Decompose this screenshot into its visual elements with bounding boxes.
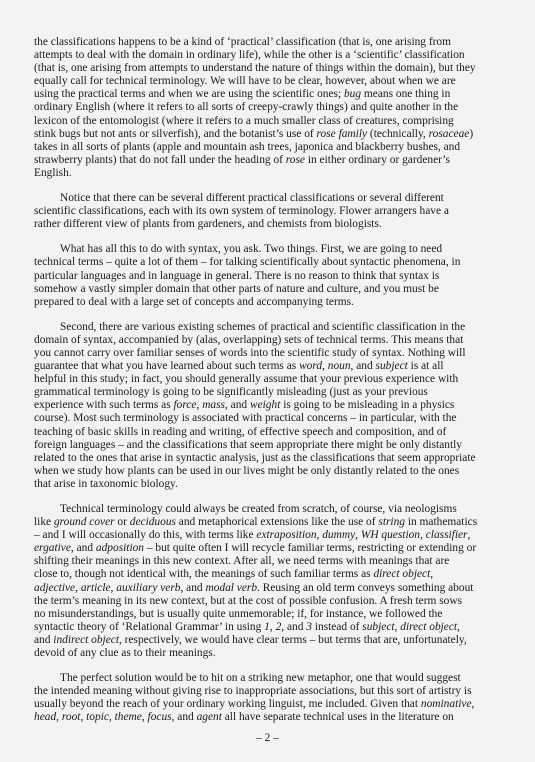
text-line: helpful in this study; in fact, you should generally assume that your previous experience with <box>34 373 459 386</box>
text-line: strawberry plants) that do not fall under the heading of rose in either ordinary or gardener’s <box>34 153 450 166</box>
text-line: The perfect solution would be to hit on a striking new metaphor, one that would suggest <box>60 672 461 685</box>
text-line: Second, there are various existing schemes of practical and scientific classification in the <box>60 320 466 333</box>
paragraph-p1 <box>34 36 509 180</box>
paragraph-gap <box>34 660 509 672</box>
text-line: English. <box>34 166 72 179</box>
text-line: devoid of any clue as to their meanings. <box>34 647 216 660</box>
page-number: – 2 – <box>256 732 279 744</box>
text-line: adjective, article, auxiliary verb, and modal verb. Reusing an old term conveys something about <box>34 581 474 594</box>
text-line: ordinary English (where it refers to all sorts of creepy-crawly things) and quite another in the <box>34 101 459 114</box>
text-line: the classifications happens to be a kind of ‘practical’ classification (that is, one arising from <box>34 36 451 48</box>
text-line: course). Most such terminology is associated with practical concerns – in particular, with the <box>34 412 457 425</box>
text-line: – and I will occasionally do this, with terms like extraposition, dummy, WH question, classifier, <box>34 529 471 542</box>
document-body <box>34 36 509 725</box>
text-line: technical terms – quite a lot of them – for talking scientifically about syntactic phenomena, in <box>34 256 461 269</box>
text-line: that arise in taxonomic biology. <box>34 477 178 490</box>
text-line: related to the ones that arise in syntactic analysis, just as the classifications that seem appropriate <box>34 451 476 464</box>
paragraph-gap <box>34 491 509 503</box>
paragraph-p5 <box>34 503 509 660</box>
paragraph-p3 <box>34 243 509 308</box>
text-line: and indirect object, respectively, we would have clear terms – but terms that are, unfortunately, <box>34 633 467 646</box>
paragraph-p2 <box>34 192 509 231</box>
text-line: no misunderstandings, but is usually quite unmemorable; if, for instance, we followed the <box>34 607 443 620</box>
text-line: usually beyond the reach of your ordinary working linguist, me included. Given that nominative, <box>34 698 475 711</box>
text-line: foreign languages – and the classifications that seem appropriate there might be only distantly <box>34 438 462 451</box>
text-line: attempts to deal with the domain in ordinary life), while the other is a ‘scientific’ classification <box>34 49 465 62</box>
paragraph-p4 <box>34 321 509 491</box>
text-line: scientific classifications, each with its own system of terminology. Flower arrangers have a <box>34 205 449 218</box>
text-line: like ground cover or deciduous and metaphorical extensions like the use of string in mathematics <box>34 516 478 529</box>
paragraph-gap <box>34 231 509 243</box>
text-line: What has all this to do with syntax, you ask. Two things. First, we are going to need <box>60 243 443 256</box>
text-line: equally call for technical terminology. We will have to be clear, however, about when we are <box>34 75 456 88</box>
text-line: experience with such terms as force, mass, and weight is going to be misleading in a physics <box>34 399 455 412</box>
text-line: you cannot carry over familiar senses of words into the scientific study of syntax. Nothing will <box>34 346 466 359</box>
text-line: syntactic theory of ‘Relational Grammar’ in using 1, 2, and 3 instead of subject, direct object, <box>34 620 460 633</box>
text-line: using the practical terms and when we are using the scientific ones; bug means one thing in <box>34 88 451 101</box>
text-line: ergative, and adposition – but quite often I will recycle familiar terms, restricting or extending or <box>34 542 477 555</box>
text-line: the term’s meaning in its new context, but at the cost of possible confusion. A fresh term sows <box>34 594 463 607</box>
text-line: the intended meaning without giving rise to inappropriate associations, but this sort of artistry is <box>34 685 472 698</box>
text-line: teaching of basic skills in reading and writing, of effective speech and composition, and of <box>34 425 447 438</box>
paragraph-p6 <box>34 672 509 724</box>
text-line: takes in all sorts of plants (apple and mountain ash trees, japonica and blackberry bushes, and <box>34 140 461 153</box>
text-line: shifting their meanings in this new context. After all, we need terms with meanings that are <box>34 555 450 568</box>
text-line: close to, though not identical with, the meanings of such familiar terms as direct object, <box>34 568 434 581</box>
text-line: Notice that there can be several different practical classifications or several different <box>60 192 444 205</box>
text-line: lexicon of the entomologist (where it refers to a much smaller class of creatures, comprising <box>34 114 454 127</box>
text-line: guarantee that what you have learned about such terms as word, noun, and subject is at all <box>34 360 444 373</box>
text-line: stink bugs but not ants or silverfish), and the botanist’s use of rose family (technically, rosaceae) <box>34 127 474 140</box>
text-line: (that is, one arising from attempts to understand the nature of things within the domain), but they <box>34 62 476 75</box>
text-line: particular languages and in language in general. There is no reason to think that syntax is <box>34 269 440 282</box>
text-line: grammatical terminology is going to be significantly misleading (just as your previous <box>34 386 428 399</box>
text-line: prepared to deal with a large set of concepts and accompanying terms. <box>34 295 354 308</box>
text-line: domain of syntax, accompanied by (alas, overlapping) sets of technical terms. This means that <box>34 333 464 346</box>
text-line: when we study how plants can be used in our lives might be only distantly related to the ones <box>34 464 460 477</box>
text-line: head, root, topic, theme, focus, and agent all have separate technical uses in the literature on <box>34 711 454 724</box>
text-line: rather different view of plants from gardeners, and chemists from biologists. <box>34 218 382 231</box>
text-line: somehow a vastly simpler domain that other parts of nature and culture, and you must be <box>34 282 439 295</box>
paragraph-gap <box>34 309 509 321</box>
text-line: Technical terminology could always be created from scratch, of course, via neologisms <box>60 503 457 515</box>
paragraph-gap <box>34 180 509 192</box>
